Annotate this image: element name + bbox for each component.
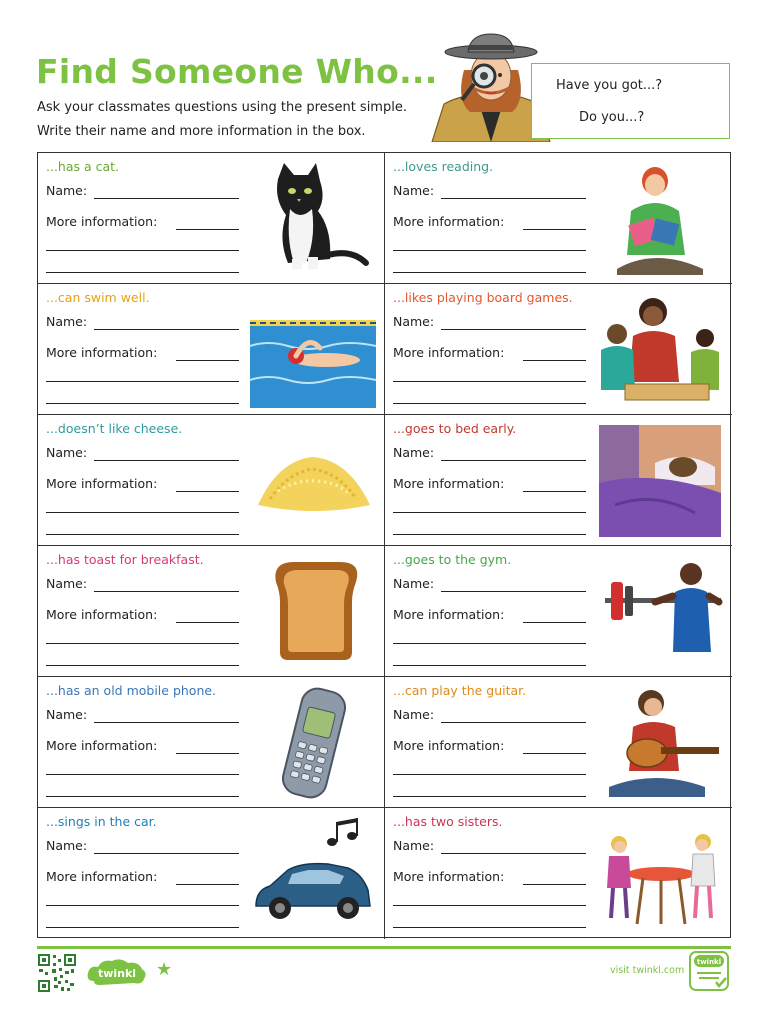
weightlifter-icon — [595, 552, 725, 670]
name-line[interactable] — [94, 460, 239, 461]
cell-heading: ...has two sisters. — [393, 814, 503, 829]
more-info-line[interactable] — [523, 229, 586, 230]
name-line[interactable] — [94, 198, 239, 199]
page-title: Find Someone Who... — [36, 52, 438, 91]
activity-cell — [385, 415, 732, 546]
name-label: Name: — [393, 445, 435, 460]
more-info-label: More information: — [46, 738, 158, 753]
activity-cell — [385, 808, 732, 939]
answer-line[interactable] — [393, 905, 586, 906]
more-info-label: More information: — [393, 869, 505, 884]
answer-line[interactable] — [46, 381, 239, 382]
cell-heading: ...loves reading. — [393, 159, 494, 174]
instruction-line-2: Write their name and more information in the box. — [37, 124, 366, 139]
footer-divider — [37, 946, 731, 949]
more-info-label: More information: — [46, 214, 158, 229]
more-info-label: More information: — [46, 345, 158, 360]
question-do-you: Do you...? — [579, 110, 645, 125]
instruction-line-1: Ask your classmates questions using the present simple. — [37, 100, 407, 115]
name-label: Name: — [393, 576, 435, 591]
more-info-label: More information: — [393, 738, 505, 753]
answer-line[interactable] — [393, 774, 586, 775]
answer-line[interactable] — [46, 534, 239, 535]
name-label: Name: — [46, 183, 88, 198]
more-info-label: More information: — [393, 214, 505, 229]
activity-cell — [38, 284, 385, 415]
name-label: Name: — [393, 183, 435, 198]
cell-heading: ...sings in the car. — [46, 814, 157, 829]
name-line[interactable] — [441, 198, 586, 199]
more-info-line[interactable] — [176, 884, 239, 885]
cell-heading: ...can play the guitar. — [393, 683, 527, 698]
cell-heading: ...has a cat. — [46, 159, 120, 174]
guitar-player-icon — [595, 683, 725, 801]
answer-line[interactable] — [393, 665, 586, 666]
name-label: Name: — [46, 314, 88, 329]
more-info-line[interactable] — [176, 753, 239, 754]
answer-line[interactable] — [46, 774, 239, 775]
activity-cell — [38, 677, 385, 808]
question-box — [531, 63, 730, 139]
answer-line[interactable] — [46, 403, 239, 404]
activity-cell — [38, 546, 385, 677]
more-info-line[interactable] — [523, 491, 586, 492]
more-info-line[interactable] — [176, 491, 239, 492]
visit-link[interactable]: visit twinkl.com — [610, 965, 685, 976]
answer-line[interactable] — [393, 796, 586, 797]
answer-line[interactable] — [46, 665, 239, 666]
more-info-line[interactable] — [523, 622, 586, 623]
answer-line[interactable] — [393, 381, 586, 382]
more-info-label: More information: — [393, 345, 505, 360]
answer-line[interactable] — [46, 272, 239, 273]
swimmer-icon — [248, 290, 378, 408]
name-line[interactable] — [441, 460, 586, 461]
cell-heading: ...goes to bed early. — [393, 421, 517, 436]
activity-cell — [385, 677, 732, 808]
activity-cell — [38, 808, 385, 939]
more-info-line[interactable] — [523, 360, 586, 361]
name-line[interactable] — [94, 853, 239, 854]
name-label: Name: — [393, 838, 435, 853]
answer-line[interactable] — [393, 272, 586, 273]
answer-line[interactable] — [46, 905, 239, 906]
more-info-line[interactable] — [176, 622, 239, 623]
answer-line[interactable] — [46, 250, 239, 251]
cell-heading: ...doesn’t like cheese. — [46, 421, 183, 436]
qr-code-icon[interactable] — [37, 953, 77, 993]
board-game-family-icon — [595, 290, 725, 408]
twinkl-logo[interactable] — [86, 957, 148, 987]
answer-line[interactable] — [46, 512, 239, 513]
reading-child-icon — [595, 159, 725, 277]
more-info-line[interactable] — [176, 360, 239, 361]
answer-line[interactable] — [393, 512, 586, 513]
name-label: Name: — [46, 707, 88, 722]
name-label: Name: — [46, 838, 88, 853]
more-info-label: More information: — [393, 476, 505, 491]
badge-text: twinkl — [696, 958, 722, 966]
answer-line[interactable] — [46, 796, 239, 797]
answer-line[interactable] — [46, 927, 239, 928]
activity-cell — [38, 415, 385, 546]
more-info-line[interactable] — [523, 753, 586, 754]
cell-heading: ...has an old mobile phone. — [46, 683, 217, 698]
two-sisters-icon — [595, 814, 725, 932]
quality-badge-icon — [688, 950, 730, 992]
activity-grid — [37, 152, 731, 938]
sleeping-person-icon — [595, 421, 725, 539]
cell-heading: ...can swim well. — [46, 290, 150, 305]
more-info-label: More information: — [46, 607, 158, 622]
more-info-line[interactable] — [523, 884, 586, 885]
name-label: Name: — [393, 314, 435, 329]
grated-cheese-icon — [248, 421, 378, 539]
star-icon: ★ — [156, 959, 173, 980]
name-label: Name: — [46, 576, 88, 591]
question-have-you-got: Have you got...? — [556, 78, 663, 93]
name-label: Name: — [393, 707, 435, 722]
more-info-label: More information: — [46, 869, 158, 884]
answer-line[interactable] — [393, 643, 586, 644]
more-info-label: More information: — [393, 607, 505, 622]
name-line[interactable] — [441, 853, 586, 854]
twinkl-logo-text: twinkl — [97, 967, 137, 980]
more-info-line[interactable] — [176, 229, 239, 230]
cell-heading: ...has toast for breakfast. — [46, 552, 204, 567]
name-line[interactable] — [441, 329, 586, 330]
answer-line[interactable] — [46, 643, 239, 644]
toast-icon — [248, 552, 378, 670]
cell-heading: ...goes to the gym. — [393, 552, 512, 567]
name-label: Name: — [46, 445, 88, 460]
answer-line[interactable] — [393, 534, 586, 535]
car-music-icon — [248, 814, 378, 932]
name-line[interactable] — [94, 329, 239, 330]
answer-line[interactable] — [393, 403, 586, 404]
name-line[interactable] — [94, 722, 239, 723]
more-info-label: More information: — [46, 476, 158, 491]
answer-line[interactable] — [393, 250, 586, 251]
name-line[interactable] — [441, 722, 586, 723]
answer-line[interactable] — [393, 927, 586, 928]
cell-heading: ...likes playing board games. — [393, 290, 573, 305]
activity-cell — [385, 284, 732, 415]
name-line[interactable] — [94, 591, 239, 592]
activity-cell — [385, 153, 732, 284]
cat-icon — [248, 159, 378, 277]
name-line[interactable] — [441, 591, 586, 592]
activity-cell — [385, 546, 732, 677]
mobile-phone-icon — [248, 683, 378, 801]
activity-cell — [38, 153, 385, 284]
